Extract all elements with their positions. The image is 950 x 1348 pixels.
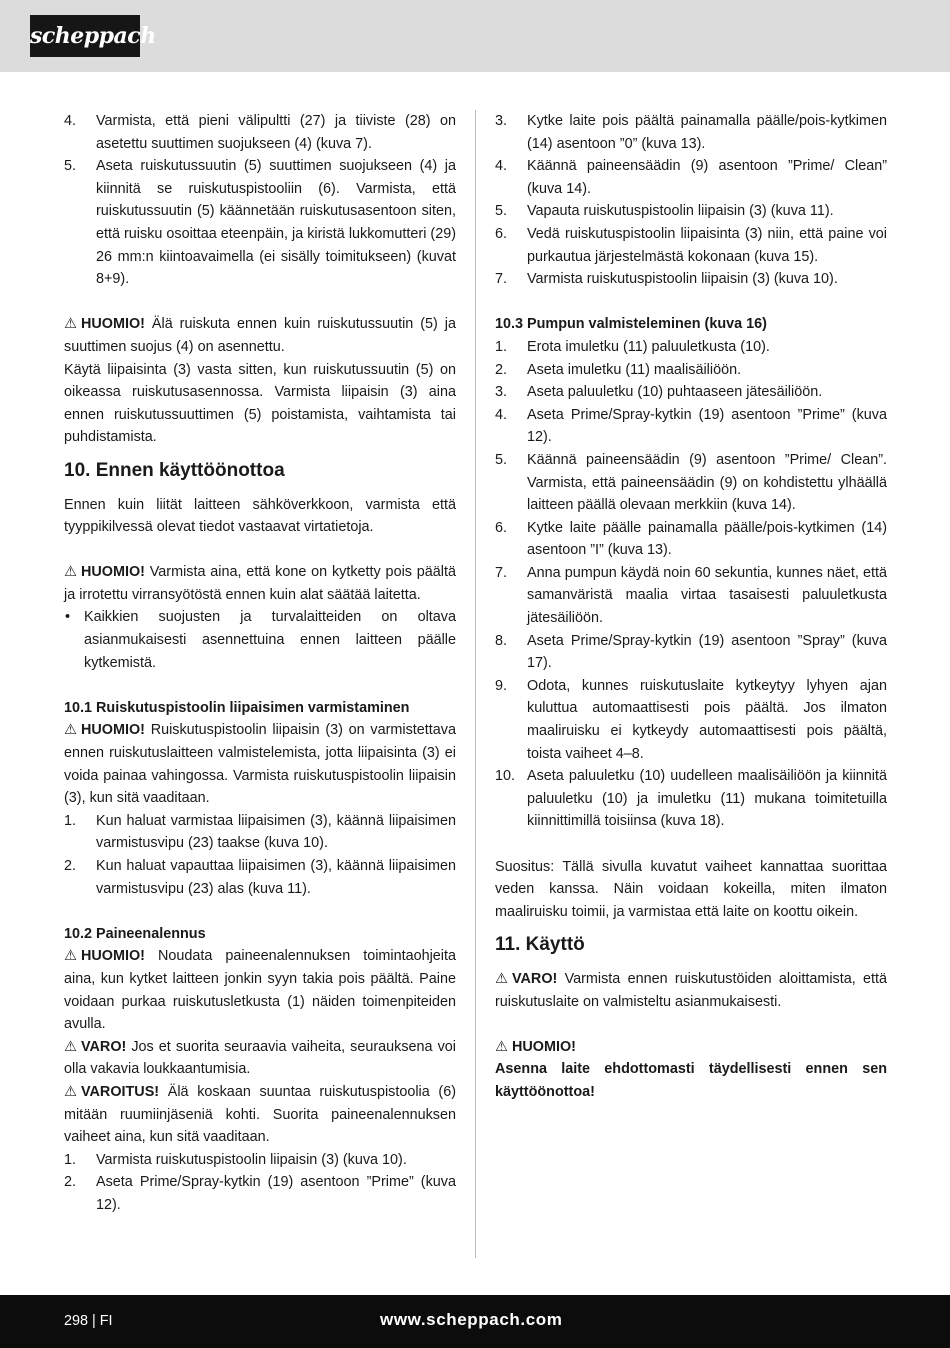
list-item: 10. Aseta paluuletku (10) uudelleen maalisäiliöön ja kiinnitä paluuletku (10) ja imuletku (11) mukana toimitetuilla kiinnittimillä toisiinsa (kuva 18). xyxy=(495,768,887,830)
list-item: 7. Anna pumpun käydä noin 60 sekuntia, kunnes näet, että samanväristä maalia virtaa tasaisesti paluuletkusta jätesäiliöön. xyxy=(495,564,887,627)
page-number: 298 | FI xyxy=(64,1313,113,1329)
website-link[interactable]: www.scheppach.com xyxy=(380,1310,563,1329)
warning-triangle-icon: ⚠ xyxy=(64,316,77,333)
warning-triangle-icon: ⚠ xyxy=(495,970,508,987)
warning-paragraph: ⚠ HUOMIO! Noudata paineenalennuksen toimintaohjeita aina, kun kytket laitteen jonkin syyn takia pois päältä. Paine voidaan purkaa ruiskutusletkusta (1) näiden toimenpiteiden avulla. xyxy=(64,945,456,1035)
list-item: 9. Odota, kunnes ruiskutuslaite kytkeytyy lyhyen ajan kuluttua automaattisesti pois päältä. Jos ilmaton maaliruisku ei kytkeydy automaattisesti pois päältä, toista vaiheet 4–8. xyxy=(495,677,887,762)
paragraph: Suositus: Tällä sivulla kuvatut vaiheet kannattaa suorittaa veden kanssa. Näin voidaan kokeilla, miten ilmaton maaliruisku toimii, ja varmistaa että laite on koottu oikein. xyxy=(495,858,887,920)
list-item: 3. Aseta paluuletku (10) puhtaaseen jätesäiliöön. xyxy=(495,384,823,401)
warning-triangle-icon: ⚠ xyxy=(64,948,77,965)
list-continued xyxy=(64,110,456,291)
warning-paragraph: ⚠ HUOMIO! Älä ruiskuta ennen kuin ruiskutussuutin (5) ja suuttimen suojus (4) on asennettu. xyxy=(64,313,456,358)
page-header xyxy=(0,0,950,72)
list-item: 6. Kytke laite päälle painamalla päälle/pois-kytkimen (14) asentoon ”I” (kuva 13). xyxy=(495,519,887,559)
list-item: 5. Aseta ruiskutussuutin (5) suuttimen suojukseen (4) ja kiinnitä se ruiskutuspistooliin (6). Varmista, että ruiskutussuutin (5) käännetään ruiskutusasentoon siten, että ruisku osoittaa eteenpäin, ja kiristä lukkomutteri (29) 26 mm:n kiintoavaimella (ei sisälly toimitukseen) (kuvat 8+9). xyxy=(64,158,456,288)
list-item: 1. Kun haluat varmistaa liipaisimen (3), käännä liipaisimen varmistusvipu (23) taakse (kuva 10). xyxy=(64,812,456,852)
warning-triangle-icon: ⚠ xyxy=(495,1038,508,1055)
warning-paragraph: ⚠ VARO! Varmista ennen ruiskutustöiden aloittamista, että ruiskutuslaite on valmisteltu asianmukaisesti. xyxy=(495,968,887,1013)
subsection-heading: 10.2 Paineenalennus xyxy=(64,925,206,942)
section-heading: 11. Käyttö xyxy=(495,934,585,956)
warning-bold-text: Asenna laite ehdottomasti täydellisesti ennen sen käyttöönottoa! xyxy=(495,1061,887,1100)
bullet-item: • Kaikkien suojusten ja turvalaitteiden on oltava asianmukaisesti asennettuina ennen laitteen päälle kytkemistä. xyxy=(64,606,456,674)
subsection-heading: 10.3 Pumpun valmisteleminen (kuva 16) xyxy=(495,316,767,333)
list-item: 6. Vedä ruiskutuspistoolin liipaisinta (3) niin, että paine voi purkautua järjestelmästä kokonaan (kuva 15). xyxy=(495,225,887,265)
warning-paragraph: ⚠ HUOMIO! Varmista aina, että kone on kytketty pois päältä ja irrotettu virransyötöstä ennen kuin alat säätää laitetta. xyxy=(64,561,456,606)
list-item: 3. Kytke laite pois päältä painamalla päälle/pois-kytkimen (14) asentoon ”0” (kuva 13). xyxy=(495,113,887,152)
bullet-icon: • xyxy=(65,609,71,626)
warning-triangle-icon: ⚠ xyxy=(64,722,77,739)
warning-paragraph: ⚠ HUOMIO! Ruiskutuspistoolin liipaisin (3) on varmistettava ennen ruiskutuslaitteen valmistelemista, jotta liipaisinta (3) ei voida painaa vahingossa. Varmista ruiskutuspistoolin liipaisin (3), kun sitä vaaditaan. xyxy=(64,719,456,809)
scheppach-logo: scheppach xyxy=(30,15,140,57)
paragraph: Ennen kuin liität laitteen sähköverkkoon, varmista että tyyppikilvessä olevat tiedot vastaavat virtatietoja. xyxy=(64,496,456,536)
list-item: 4. Varmista, että pieni välipultti (27) ja tiiviste (28) on asetettu suuttimen suojukseen (4) (kuva 7). xyxy=(64,113,456,152)
section-heading: 10. Ennen käyttöönottoa xyxy=(64,459,285,481)
page-footer xyxy=(0,1295,950,1348)
warning-triangle-icon: ⚠ xyxy=(64,1083,77,1100)
left-column xyxy=(64,110,456,1217)
list-item: 5. Vapauta ruiskutuspistoolin liipaisin (3) (kuva 11). xyxy=(495,203,834,220)
warning-paragraph: ⚠ VAROITUS! Älä koskaan suuntaa ruiskutuspistoolia (6) mitään ruumiinjäseniä kohti. Suorita paineenalennuksen vaiheet aina, kun sitä vaaditaan. xyxy=(64,1081,456,1149)
paragraph: Käytä liipaisinta (3) vasta sitten, kun ruiskutussuutin (5) on oikeassa ruiskutusasennossa. Varmista liipaisin (3) aina ennen ruiskutussuuttimen (5) poistamista, vaihtamista tai puhdistamista. xyxy=(64,361,456,446)
list-item: 8. Aseta Prime/Spray-kytkin (19) asentoon ”Spray” (kuva 17). xyxy=(495,632,887,672)
list-item: 7. Varmista ruiskutuspistoolin liipaisin (3) (kuva 10). xyxy=(495,271,838,288)
right-column xyxy=(495,110,887,1104)
list-item: 1. Varmista ruiskutuspistoolin liipaisin (3) (kuva 10). xyxy=(64,1151,407,1168)
list-item: 2. Aseta imuletku (11) maalisäiliöön. xyxy=(495,361,742,378)
list-item: 1. Erota imuletku (11) paluuletkusta (10). xyxy=(495,338,770,355)
warning-triangle-icon: ⚠ xyxy=(64,1038,77,1055)
warning-triangle-icon: ⚠ xyxy=(64,564,77,581)
list-item: 4. Käännä paineensäädin (9) asentoon ”Prime/ Clean” (kuva 14). xyxy=(495,158,887,197)
warning-paragraph: ⚠ VARO! Jos et suorita seuraavia vaiheita, seurauksena voi olla vakavia loukkaantumisia. xyxy=(64,1036,456,1081)
column-divider xyxy=(475,110,476,1258)
subsection-heading: 10.1 Ruiskutuspistoolin liipaisimen varmistaminen xyxy=(64,699,410,716)
list-item: 4. Aseta Prime/Spray-kytkin (19) asentoon ”Prime” (kuva 12). xyxy=(495,406,887,446)
list-item: 2. Kun haluat vapauttaa liipaisimen (3), käännä liipaisimen varmistusvipu (23) alas (kuva 11). xyxy=(64,858,456,897)
list-item: 2. Aseta Prime/Spray-kytkin (19) asentoon ”Prime” (kuva 12). xyxy=(64,1174,456,1213)
warning-paragraph: ⚠ HUOMIO! xyxy=(495,1036,887,1059)
list-item: 5. Käännä paineensäädin (9) asentoon ”Prime/ Clean”. Varmista, että paineensäädin (9) on kohdistettu ylhäällä laitteen päällä olevaan merkkiin (kuva 14). xyxy=(495,451,887,514)
